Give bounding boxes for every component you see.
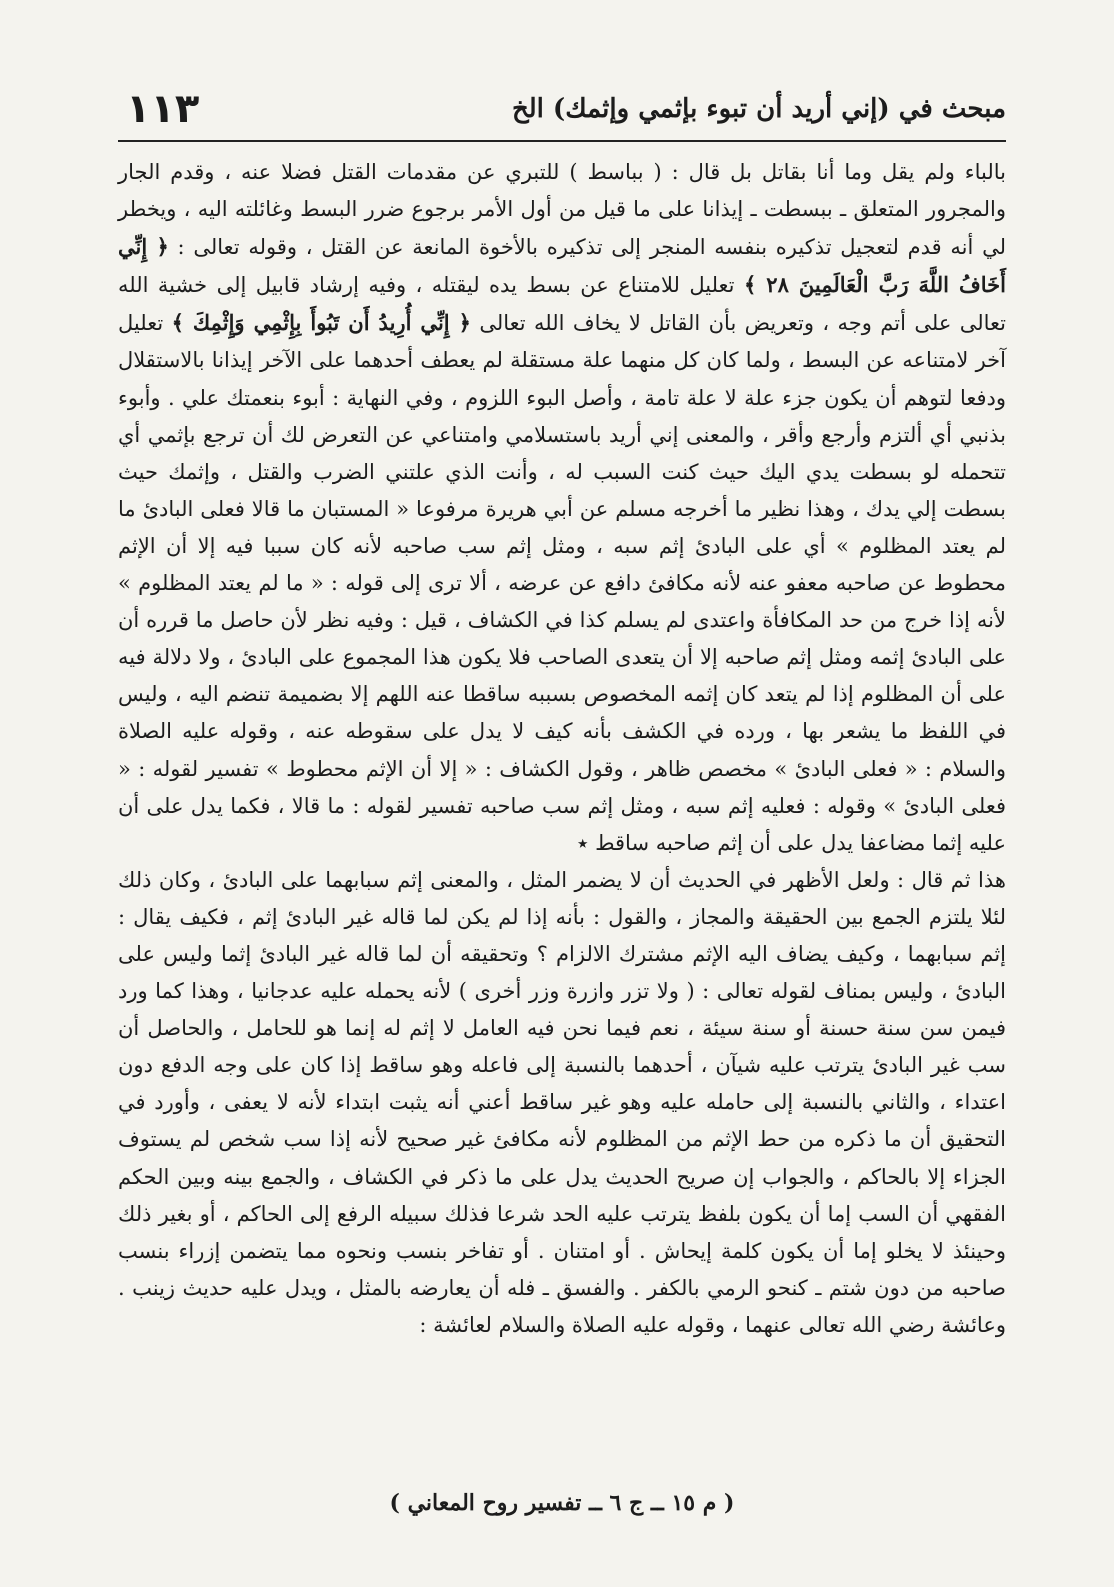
paragraph-1-part-b: تعليل للامتناع عن بسط يده ليقتله ، وفيه إرشاد قابيل إلى خشية الله تعالى على أتم وجه ، وتعريض بأن القاتل لا يخاف الله تعالى (118, 273, 1007, 336)
body-text (118, 154, 1006, 1344)
paragraph-1-part-c: تعليل آخر لامتناعه عن البسط ، ولما كان كل منهما علة مستقلة لم يعطف أحدهما على الآخر إيذانا بالاستقلال ودفعا لتوهم أن يكون جزء علة لا علة تامة ، وأصل البوء اللزوم ، وفي النهاية : أبوء بنعمتك علي . وأبوء بذنبي أي ألتزم وأرجع وأقر ، والمعنى إني أريد باستسلامي وامتناعي عن التعرض لك أن ترجع بإثمي أي تتحمله لو بسطت يدي اليك حيث كنت السبب له ، وأنت الذي علتني الضرب والقتل ، وإثمك حيث بسطت إلي يدك ، وهذا نظير ما أخرجه مسلم عن أبي هريرة مرفوعا « المستبان ما قالا فعلى البادئ ما لم يعتد المظلوم » أي على البادئ إثم سبه ، ومثل إثم سب صاحبه لأنه كان سببا فيه إلا أن الإثم محطوط عن صاحبه معفو عنه لأنه مكافئ دافع عن عرضه ، ألا ترى إلى قوله : « ما لم يعتد المظلوم » لأنه إذا خرج من حد المكافأة واعتدى لم يسلم كذا في الكشاف ، قيل : وفيه نظر لأن حاصل ما قرره أن على البادئ إثمه ومثل إثم صاحبه إلا أن يتعدى الصاحب فلا يكون هذا المجموع على البادئ ، ولا دلالة فيه على أن المظلوم إذا لم يتعد كان إثمه المخصوص بسببه ساقطا عنه اللهم إلا بضميمة تنضم اليه ، وليس في اللفظ ما يشعر بها ، ورده في الكشف بأنه كيف لا يدل على سقوطه عنه ، وقوله عليه الصلاة والسلام : « فعلى البادئ » مخصص ظاهر ، وقول الكشاف : « إلا أن الإثم محطوط » تفسير لقوله : « فعلى البادئ » وقوله : فعليه إثم سبه ، ومثل إثم سب صاحبه تفسير لقوله : ما قالا ، فكما يدل على أن عليه إثما مضاعفا يدل على أن إثم صاحبه ساقط ٭ (118, 311, 1006, 855)
quran-verse-2: ﴿ إِنِّي أُرِيدُ أَن تَبُوأَ بِإِثْمِي وَإِثْمِكَ ﴾ (171, 310, 471, 336)
quran-verse-1: ﴿ إِنِّي أَخَافُ اللَّهَ رَبَّ الْعَالَمِينَ ٢٨ ﴾ (118, 234, 1006, 298)
paragraph-1-part-a: بالباء ولم يقل وما أنا بقاتل بل قال : ( بباسط ) للتبري عن مقدمات القتل فضلا عنه ، وقدم الجار والمجرور المتعلق ـ ببسطت ـ إيذانا على ما قيل من أول الأمر برجوع ضرر البسط وغائلته اليه ، ويخطر لي أنه قدم لتعجيل تذكيره بنفسه المنجر إلى تذكيره بالأخوة المانعة عن القتل ، وقوله تعالى : (118, 160, 1006, 260)
paragraph-2: هذا ثم قال : ولعل الأظهر في الحديث أن لا يضمر المثل ، والمعنى إثم سبابهما على البادئ ، وكان ذلك لئلا يلتزم الجمع بين الحقيقة والمجاز ، والقول : بأنه إذا لم يكن لما قاله غير البادئ إثم ، فكيف يقال : إثم سبابهما ، وكيف يضاف اليه الإثم مشترك الالزام ؟ وتحقيقه أن لما قاله غير البادئ إثما وليس على البادئ ، وليس بمناف لقوله تعالى : ( ولا تزر وازرة وزر أخرى ) لأنه يحمله عليه عدجانيا ، وهذا كما ورد فيمن سن سنة حسنة أو سنة سيئة ، نعم فيما نحن فيه العامل لا إثم له إنما هو للحامل ، والحاصل أن سب غير البادئ يترتب عليه شيآن ، أحدهما بالنسبة إلى فاعله وهو ساقط إذا كان على وجه الدفع دون اعتداء ، والثاني بالنسبة إلى حامله عليه وهو غير ساقط أعني أنه يثبت ابتداء لأنه لا يعفى ، وأورد في التحقيق أن ما ذكره من حط الإثم من المظلوم لأنه مكافئ غير صحيح لأنه إذا سب شخص لم يستوف الجزاء إلا بالحاكم ، والجواب إن صريح الحديث يدل على ما ذكر في الكشاف ، والجمع بينه وبين الحكم الفقهي أن السب إما أن يكون بلفظ يترتب عليه الحد شرعا فذلك سبيله الرفع إلى الحاكم ، أو بغير ذلك وحينئذ لا يخلو إما أن يكون كلمة إيحاش . أو امتنان . أو تفاخر بنسب ونحوه مما يتضمن إزراء بنسب صاحبه من دون شتم ـ كنحو الرمي بالكفر . والفسق ـ فله أن يعارضه بالمثل ، ويدل عليه حديث زينب . وعائشة رضي الله تعالى عنهما ، وقوله عليه الصلاة والسلام لعائشة : (118, 867, 1007, 1337)
paragraph-1 (118, 154, 1006, 862)
book-page (118, 88, 1006, 1568)
page-header (118, 88, 1006, 144)
header-rule (118, 140, 1006, 142)
footer-signature: ( م ١٥ ــ ج ٦ ــ تفسير روح المعاني ) (389, 1490, 735, 1516)
page-number: ١١٣ (126, 86, 200, 132)
running-title: مبحث في (إني أريد أن تبوء بإثمي وإثمك) الخ (511, 94, 1006, 124)
